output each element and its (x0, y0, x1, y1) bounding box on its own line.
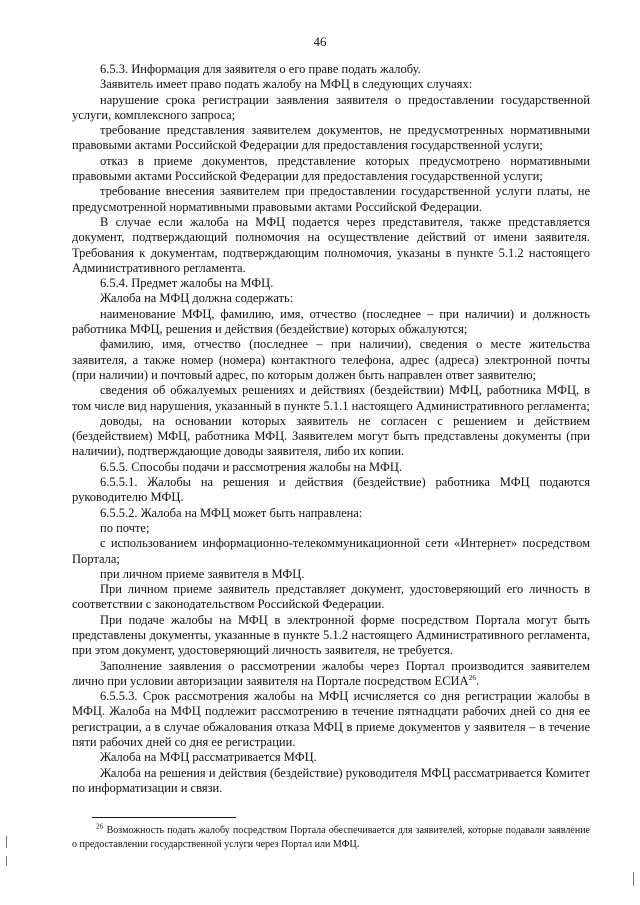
esia-paragraph (72, 659, 590, 690)
paragraph: Жалоба на МФЦ рассматривается МФЦ. (100, 750, 317, 765)
scan-edge-mark (6, 856, 7, 866)
paragraph: при личном приеме заявителя в МФЦ. (100, 566, 305, 581)
paragraph: фамилию, имя, отчество (последнее – при наличии), сведения о месте жительства заявителя, а также номер (номера) контактного телефона, адрес (адреса) электронной почты (при наличии) и почтовый адрес, по которым должен быть направлен ответ заявителю; (72, 337, 590, 382)
scan-edge-mark (6, 836, 7, 848)
paragraph: сведения об обжалуемых решениях и действиях (бездействии) МФЦ, работника МФЦ, в том числе вид нарушения, указанный в пункте 5.1.1 настоящего Административного регламента; (72, 383, 590, 413)
paragraph: с использованием информационно-телекоммуникационной сети «Интернет» посредством Портала; (72, 536, 590, 566)
paragraph: Жалоба на МФЦ должна содержать: (100, 291, 294, 306)
footnote-separator (92, 817, 236, 818)
scan-edge-mark (633, 872, 634, 886)
paragraph: При подаче жалобы на МФЦ в электронной форме посредством Портала могут быть представлены документы, указанные в пункте 5.1.2 настоящего Административного регламента, при этом документ, удостоверяющий личность заявителя, не требуется. (72, 612, 590, 658)
footnote (72, 821, 590, 851)
paragraph: 6.5.3. Информация для заявителя о его праве подать жалобу. (100, 62, 421, 76)
document-body (72, 62, 590, 796)
paragraph: Жалоба на решения и действия (бездействие) руководителя МФЦ рассматривается Комитет по информатизации и связи. (72, 765, 590, 795)
paragraph: При личном приеме заявитель представляет документ, удостоверяющий его личность в соответствии с законодательством Российской Федерации. (72, 582, 590, 612)
footnote-number: 26 (96, 821, 104, 831)
paragraph: нарушение срока регистрации заявления заявителя о предоставлении государственной услуги, комплексного запроса; (72, 92, 590, 122)
paragraph: отказ в приеме документов, представление которых предусмотрено нормативными правовыми актами Российской Федерации для предоставления государственной услуги; (72, 153, 590, 184)
paragraph: 6.5.5.3. Срок рассмотрения жалобы на МФЦ исчисляется со дня регистрации жалобы в МФЦ. Жалоба на МФЦ подлежит рассмотрению в течение пятнадцати рабочих дней со дня ее регистрации, а в случае обжалования отказа МФЦ в приеме документов у заявителя – в течение пяти рабочих дней со дня ее регистрации. (72, 689, 590, 750)
paragraph: требование внесения заявителем при предоставлении государственной услуги платы, не предусмотренной нормативными правовыми актами Российской Федерации. (72, 184, 590, 214)
paragraph: 6.5.5.2. Жалоба на МФЦ может быть направлена: (100, 505, 363, 520)
paragraph: 6.5.5.1. Жалобы на решения и действия (бездействие) работника МФЦ подаются руководителю МФЦ. (72, 475, 590, 505)
footnote-text: Возможность подать жалобу посредством Портала обеспечивается для заявителей, которые подавали заявление о предоставлении государственной услуги через Портал или МФЦ. (72, 825, 590, 850)
paragraph: по почте; (100, 520, 150, 535)
paragraph: доводы, на основании которых заявитель не согласен с решением и действием (бездействием) МФЦ, работника МФЦ. Заявителем могут быть представлены документы (при наличии), подтверждающие доводы заявителя, либо их копии. (72, 413, 590, 459)
paragraph: 6.5.5. Способы подачи и рассмотрения жалобы на МФЦ. (100, 459, 402, 474)
esia-paragraph-text: Заполнение заявления о рассмотрении жалобы через Портал производится заявителем лично при условии авторизации заявителя на Портале посредством ЕСИА (72, 658, 590, 688)
paragraph: наименование МФЦ, фамилию, имя, отчество (последнее – при наличии) и должность работника МФЦ, решения и действия (бездействие) которых обжалуются; (72, 306, 590, 337)
paragraph: 6.5.4. Предмет жалобы на МФЦ. (100, 276, 274, 291)
paragraph: Заявитель имеет право подать жалобу на МФЦ в следующих случаях: (100, 77, 473, 92)
page-number: 46 (313, 34, 327, 49)
paragraph: требование представления заявителем документов, не предусмотренных нормативными правовыми актами Российской Федерации для предоставления государственной услуги; (72, 123, 590, 153)
esia-paragraph-end: . (476, 673, 480, 688)
paragraph: В случае если жалоба на МФЦ подается через представителя, также представляется документ, подтверждающий полномочия на осуществление действий от имени заявителя. Требования к документам, подтверждающим полномочия, указаны в пункте 5.1.2 настоящего Административного регламента. (72, 214, 590, 275)
footnote-ref[interactable]: 26 (468, 672, 477, 682)
